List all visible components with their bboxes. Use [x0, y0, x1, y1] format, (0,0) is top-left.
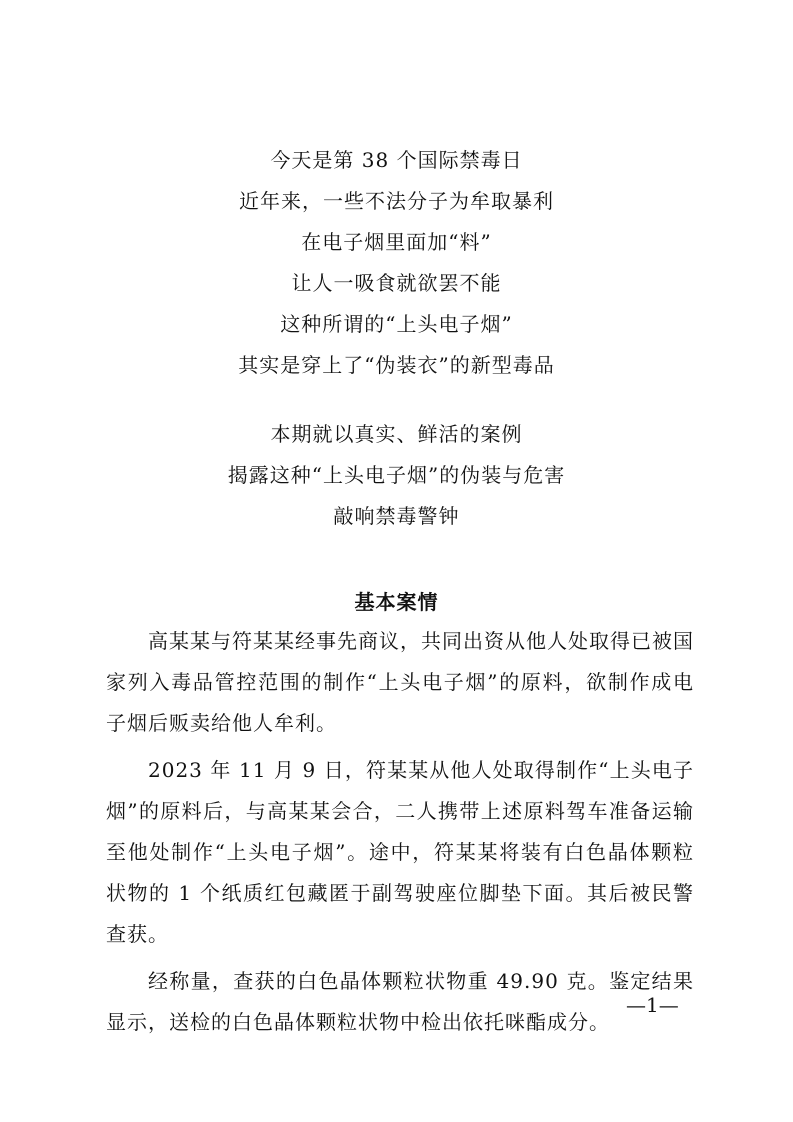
intro-line: 敲响禁毒警钟 — [333, 504, 460, 528]
body-paragraph: 经称量，查获的白色晶体颗粒状物重 49.90 克。鉴定结果显示，送检的白色晶体颗粒状物中检出依托咪酯成分。 — [106, 969, 694, 1034]
intro-line: 这种所谓的“上头电子烟” — [280, 312, 513, 336]
page-number: —1— — [626, 993, 679, 1017]
intro-line: 其实是穿上了“伪装衣”的新型毒品 — [238, 353, 555, 377]
intro-line: 今天是第 38 个国际禁毒日 — [270, 148, 523, 172]
case-body — [106, 621, 694, 1049]
intro-line: 近年来，一些不法分子为牟取暴利 — [239, 189, 554, 213]
section-heading: 基本案情 — [354, 590, 439, 614]
intro-line: 本期就以真实、鲜活的案例 — [270, 422, 523, 446]
intro-line: 让人一吸食就欲罢不能 — [291, 271, 502, 295]
intro-line: 在电子烟里面加“料” — [301, 230, 492, 254]
body-paragraph: 高某某与符某某经事先商议，共同出资从他人处取得已被国家列入毒品管控范围的制作“上头电子烟”的原料，欲制作成电子烟后贩卖给他人牟利。 — [106, 629, 694, 735]
intro-block — [0, 140, 793, 537]
intro-spacer — [0, 386, 793, 414]
intro-line: 揭露这种“上头电子烟”的伪装与危害 — [227, 463, 566, 487]
body-paragraph: 2023 年 11 月 9 日，符某某从他人处取得制作“上头电子烟”的原料后，与高某某会合，二人携带上述原料驾车准备运输至他处制作“上头电子烟”。途中，符某某将装有白色晶体颗粒状物的 1 个纸质红包藏匿于副驾驶座位脚垫下面。其后被民警查获。 — [106, 758, 694, 946]
